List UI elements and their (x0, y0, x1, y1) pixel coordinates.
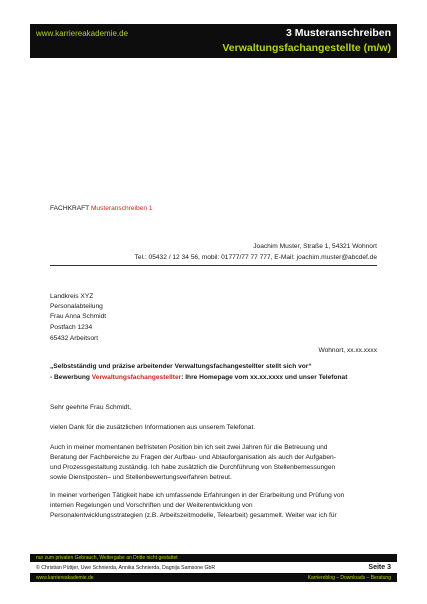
footer-copyright: © Christian Püttjer, Uwe Schnierda, Annika Schnierda, Dagnija Samsone GbR (36, 565, 216, 571)
paragraph-line: Auch in meiner momentanen befristeten Position bin ich seit zwei Jahren für die Betreuung und (50, 444, 328, 451)
header-subtitle: Verwaltungsfachangestellte (m/w) (222, 42, 391, 54)
recipient-line: Postfach 1234 (50, 324, 93, 331)
paragraph: vielen Dank für die zusätzlichen Informationen aus unserem Telefonat. (50, 424, 256, 431)
paragraph-line: In meiner vorherigen Tätigkeit habe ich umfassende Erfahrungen in der Erarbeitung und Prüfung von (50, 492, 345, 499)
page-number: Seite 3 (368, 564, 391, 571)
paragraph-line: Beratung der Fachbereiche zu Fragen der Aufbau- und Ablauforganisation als auch der Aufgaben- (50, 454, 336, 461)
divider (50, 265, 377, 266)
recipient-line: Personalabteilung (50, 303, 103, 310)
paragraph-line: Personalentwicklungsstrategien (z.B. Arbeitszeitmodelle, Telearbeit) gesammelt. Weiter war ich für (50, 512, 337, 519)
paragraph (50, 443, 380, 483)
sender-contact: Tel.: 05432 / 12 34 56, mobil: 01777/77 77 777, E-Mail: joachim.muster@abcdef.de (134, 254, 377, 261)
label-prefix: FACHKRAFT (50, 205, 90, 212)
subject-line-2 (50, 373, 347, 383)
subject-prefix: - Bewerbung (50, 374, 92, 381)
label-red: Musteranschreiben 1 (90, 205, 153, 212)
header-title: 3 Musteranschreiben (285, 27, 391, 39)
subject-position: Verwaltungsfachangestellter (91, 374, 182, 381)
paragraph (50, 491, 380, 521)
paragraph-line: internen Regelungen und Vorschriften und der Weiterentwicklung von (50, 502, 253, 509)
paragraph-line: sowie Dienstposten– und Stellenbewertungsverfahren betreut. (50, 474, 232, 481)
footer-bottom-bar (30, 574, 397, 582)
salutation: Sehr geehrte Frau Schmidt, (50, 404, 131, 411)
paragraph-line: und Prozessgestaltung zuständig. Ich habe zusätzlich die Durchführung von Stellenbemessungen (50, 464, 336, 471)
subject-suffix: : Ihre Homepage vom xx.xx.xxxx und unser Telefonat (181, 374, 348, 381)
sender-address: Joachim Muster, Straße 1, 54321 Wohnort (253, 243, 377, 250)
recipient-line: Landkreis XYZ (50, 293, 94, 300)
document-label (50, 204, 153, 214)
footer-info (30, 563, 397, 574)
recipient-line: Frau Anna Schmidt (50, 313, 107, 320)
footer-note-bar (30, 554, 397, 562)
footer-links[interactable]: Karriereblog – Downloads – Beratung (307, 575, 391, 581)
date-line: Wohnort, xx.xx.xxxx (318, 347, 377, 354)
header-url[interactable]: www.karriereakademie.de (36, 29, 129, 38)
footer-url[interactable]: www.karriereakademie.de (36, 575, 94, 581)
recipient-line: 65432 Arbeitsort (50, 335, 99, 342)
header-banner (30, 24, 397, 58)
subject-line: „Selbstständig und präzise arbeitender Verwaltungsfachangestellter stellt sich vor“ (50, 363, 312, 370)
footer-note: nur zum privaten Gebrauch, Weitergabe an Dritte nicht gestattet (36, 555, 178, 561)
